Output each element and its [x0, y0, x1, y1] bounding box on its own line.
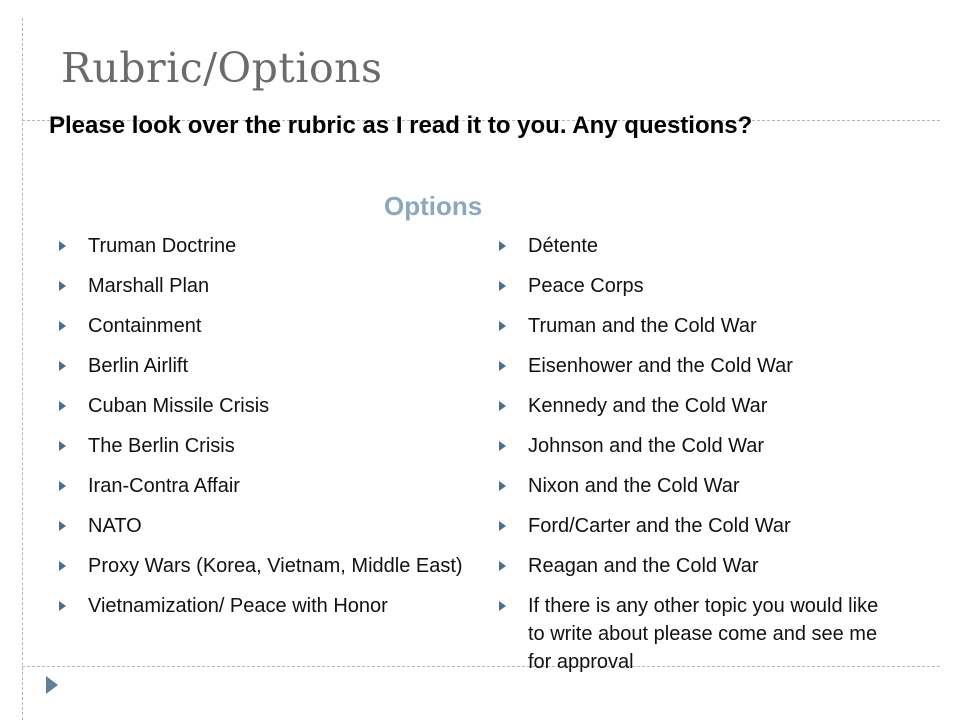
list-item	[58, 552, 478, 580]
triangle-right-icon	[499, 441, 506, 451]
triangle-right-icon	[499, 321, 506, 331]
slide-subtitle: Please look over the rubric as I read it to you. Any questions?	[49, 112, 753, 139]
list-item	[58, 392, 478, 420]
list-item	[58, 352, 478, 380]
triangle-right-icon	[46, 676, 58, 694]
triangle-right-icon	[499, 401, 506, 411]
list-item-label: Peace Corps	[528, 275, 644, 297]
list-item-label: Kennedy and the Cold War	[528, 395, 768, 417]
list-item-label: Containment	[88, 315, 202, 337]
triangle-right-icon	[59, 561, 66, 571]
list-item-label: Truman Doctrine	[88, 235, 237, 257]
options-list-right	[498, 232, 898, 688]
list-item-label: Détente	[528, 235, 599, 257]
list-item	[498, 472, 898, 500]
list-item-label: Ford/Carter and the Cold War	[528, 515, 791, 537]
triangle-right-icon	[499, 361, 506, 371]
list-item	[58, 432, 478, 460]
triangle-right-icon	[59, 241, 66, 251]
triangle-right-icon	[59, 441, 66, 451]
triangle-right-icon	[499, 521, 506, 531]
triangle-right-icon	[59, 521, 66, 531]
list-item-label: Berlin Airlift	[88, 355, 189, 377]
triangle-right-icon	[59, 481, 66, 491]
triangle-right-icon	[499, 601, 506, 611]
list-item-label: Truman and the Cold War	[528, 315, 757, 337]
list-item	[58, 272, 478, 300]
triangle-right-icon	[499, 481, 506, 491]
list-item-label: Iran-Contra Affair	[88, 475, 240, 497]
list-item	[498, 232, 898, 260]
list-item-label: Cuban Missile Crisis	[88, 395, 270, 417]
triangle-right-icon	[59, 361, 66, 371]
triangle-right-icon	[499, 241, 506, 251]
list-item-label: If there is any other topic you would like to write about please come and see me for approval	[528, 595, 879, 673]
list-item	[58, 472, 478, 500]
list-item	[498, 552, 898, 580]
list-item	[498, 392, 898, 420]
triangle-right-icon	[59, 401, 66, 411]
list-item	[498, 592, 898, 676]
list-item	[58, 512, 478, 540]
options-heading: Options	[384, 191, 483, 221]
list-item-label: Eisenhower and the Cold War	[528, 355, 793, 377]
triangle-right-icon	[59, 321, 66, 331]
triangle-right-icon	[59, 281, 66, 291]
list-item-label: Vietnamization/ Peace with Honor	[88, 595, 388, 617]
list-item	[498, 272, 898, 300]
list-item	[58, 592, 478, 620]
options-list-left	[58, 232, 478, 632]
list-item-label: Nixon and the Cold War	[528, 475, 740, 497]
list-item	[58, 312, 478, 340]
list-item	[498, 432, 898, 460]
triangle-right-icon	[59, 601, 66, 611]
triangle-right-icon	[499, 281, 506, 291]
list-item-label: Johnson and the Cold War	[528, 435, 765, 457]
list-item	[498, 512, 898, 540]
list-item-label: Reagan and the Cold War	[528, 555, 759, 577]
list-item-label: Proxy Wars (Korea, Vietnam, Middle East)	[88, 555, 463, 577]
vertical-guide-line	[22, 18, 23, 720]
triangle-right-icon	[499, 561, 506, 571]
list-item	[498, 312, 898, 340]
list-item	[498, 352, 898, 380]
list-item	[58, 232, 478, 260]
list-item-label: NATO	[88, 515, 142, 537]
list-item-label: Marshall Plan	[88, 275, 210, 297]
slide-title: Rubric/Options	[61, 44, 383, 92]
list-item-label: The Berlin Crisis	[88, 435, 235, 457]
